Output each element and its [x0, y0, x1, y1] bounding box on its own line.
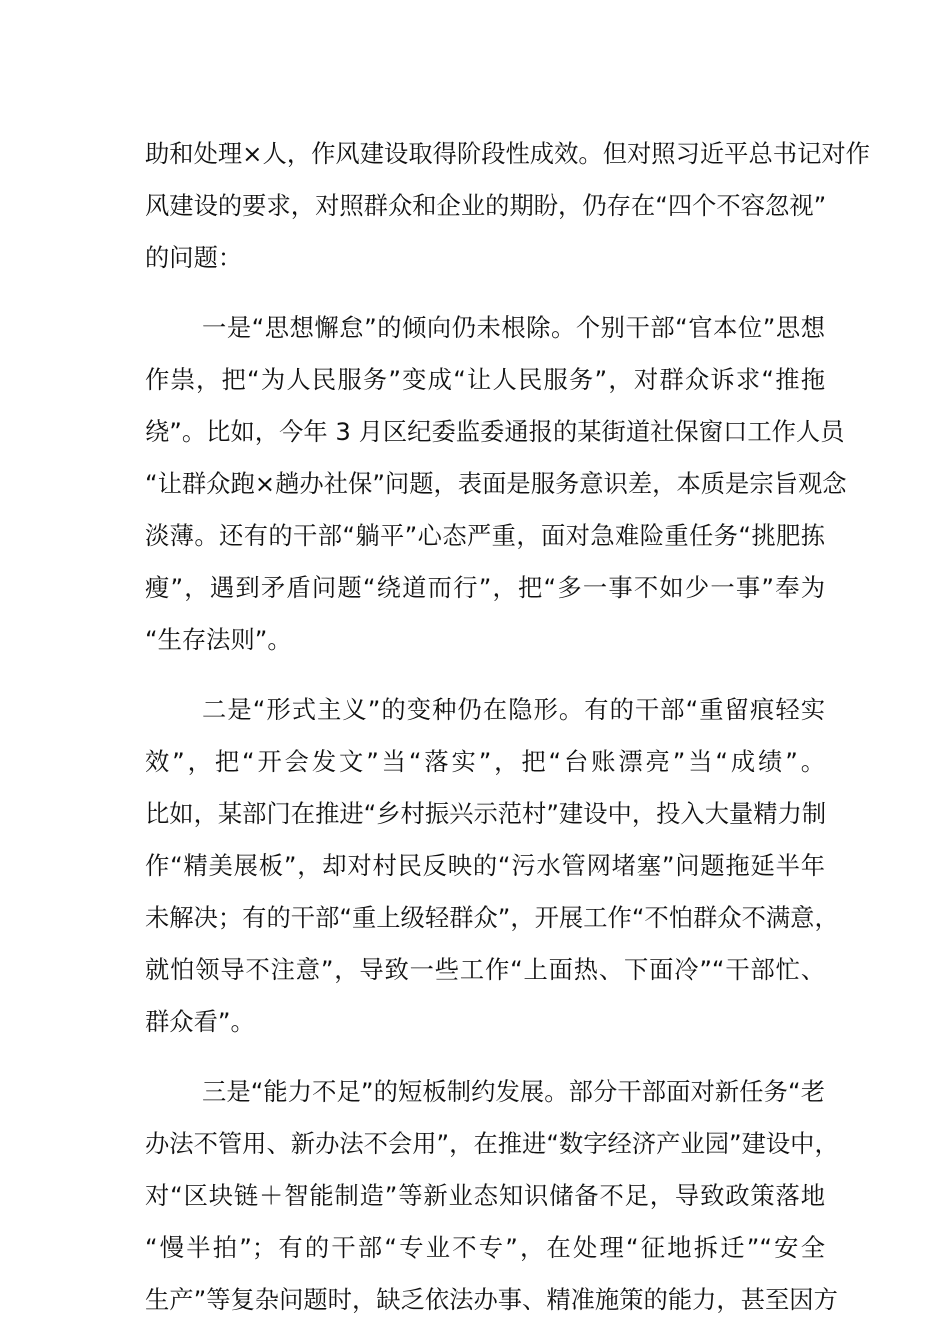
text-line: 作祟，把“为人民服务”变成“让人民服务”，对群众诉求“推拖	[145, 365, 825, 394]
document-body	[145, 128, 870, 1326]
text-line: “让群众跑×趟办社保”问题，表面是服务意识差，本质是宗旨观念	[145, 469, 847, 498]
text-line: 群众看”。	[145, 1007, 255, 1036]
text-line: 作“精美展板”，却对村民反映的“污水管网堵塞”问题拖延半年	[145, 851, 825, 880]
paragraph-intro	[145, 128, 870, 284]
text-line: 助和处理×人，作风建设取得阶段性成效。但对照习近平总书记对作	[145, 139, 870, 168]
text-line: 比如，某部门在推进“乡村振兴示范村”建设中，投入大量精力制	[145, 799, 827, 828]
text-line: 未解决；有的干部“重上级轻群众”，开展工作“不怕群众不满意，	[145, 903, 839, 932]
text-line: 风建设的要求，对照群众和企业的期盼，仍存在“四个不容忽视”	[145, 191, 827, 220]
text-line: “慢半拍”；有的干部“专业不专”，在处理“征地拆迁”“安全	[145, 1233, 825, 1262]
text-line: 二是“形式主义”的变种仍在隐形。有的干部“重留痕轻实	[202, 695, 825, 724]
text-line: 生产”等复杂问题时，缺乏依法办事、精准施策的能力，甚至因方	[145, 1285, 838, 1314]
text-line: 三是“能力不足”的短板制约发展。部分干部面对新任务“老	[202, 1077, 825, 1106]
text-line: 淡薄。还有的干部“躺平”心态严重，面对急难险重任务“挑肥拣	[145, 521, 825, 550]
text-line: 就怕领导不注意”，导致一些工作“上面热、下面冷”“干部忙、	[145, 955, 825, 984]
text-line: 瘦”，遇到矛盾问题“绕道而行”，把“多一事不如少一事”奉为	[145, 573, 825, 602]
paragraph-point-three	[145, 1066, 839, 1326]
text-line: 绕”。比如，今年 3 月区纪委监委通报的某街道社保窗口工作人员	[145, 417, 845, 446]
text-line: 效”，把“开会发文”当“落实”，把“台账漂亮”当“成绩”。	[145, 747, 825, 776]
text-line: 对“区块链＋智能制造”等新业态知识储备不足，导致政策落地	[145, 1181, 825, 1210]
paragraph-point-two	[145, 684, 839, 1048]
text-line: “生存法则”。	[145, 625, 292, 654]
paragraph-point-one	[145, 302, 847, 666]
text-line: 一是“思想懈怠”的倾向仍未根除。个别干部“官本位”思想	[202, 313, 825, 342]
text-line: 办法不管用、新办法不会用”，在推进“数字经济产业园”建设中，	[145, 1129, 839, 1158]
text-line: 的问题：	[145, 243, 243, 272]
